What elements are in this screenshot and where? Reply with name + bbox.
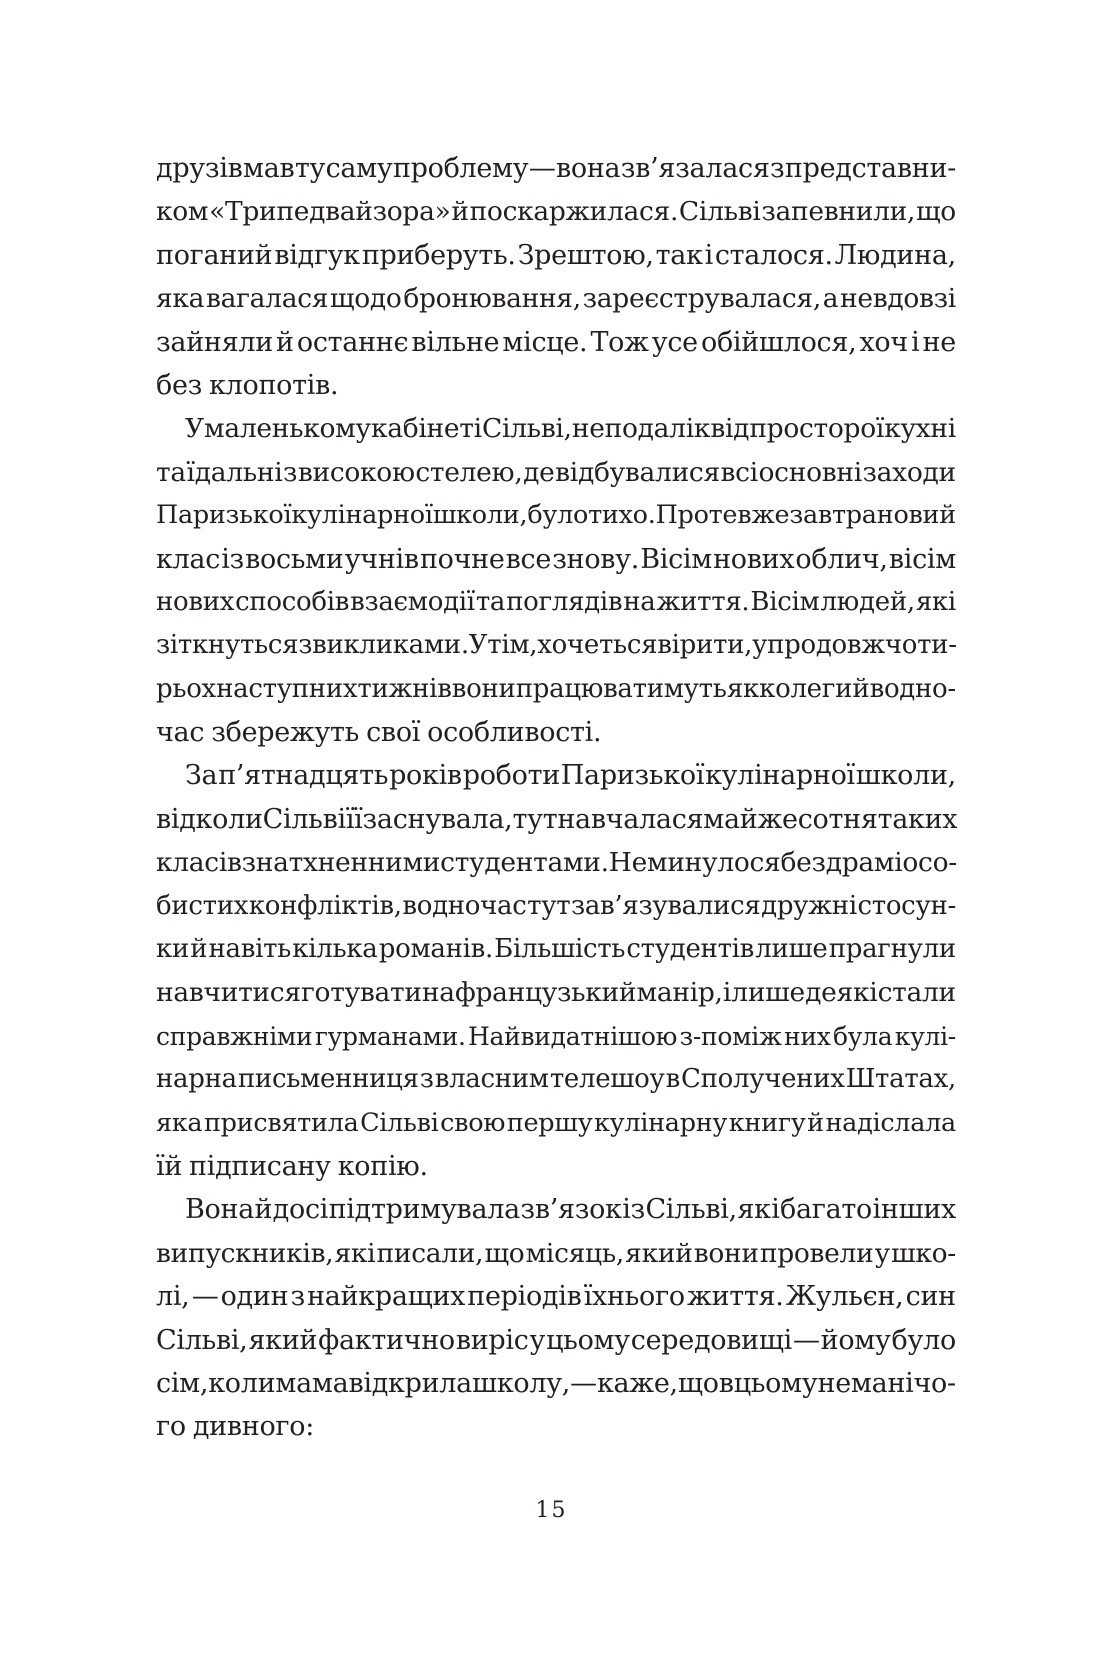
text-line: яка присвятила Сільві свою першу кулінарну книгу й надіслала xyxy=(156,1107,956,1138)
text-line: нарна письменниця з власним телешоу в Сполучених Штатах, xyxy=(156,1064,956,1095)
text-line: час збережуть свої особливості. xyxy=(156,717,602,749)
text-line: та їдальні з високою стелею, де відбувалися всі основні заходи xyxy=(156,456,956,488)
text-line: рьох наступних тижнів вони працюватимуть як колеги й водно- xyxy=(156,673,956,704)
text-line: поганий відгук приберуть. Зрештою, так і сталося. Людина, xyxy=(156,239,956,271)
text-line: яка вагалася щодо бронювання, зареєструвалася, а невдовзі xyxy=(156,283,956,315)
text-line: класів з натхненними студентами. Не минулося без драм і осо- xyxy=(156,847,957,879)
text-line: зіткнуться з викликами. Утім, хочеться вірити, упродовж чоти- xyxy=(156,630,957,661)
text-line: сім, коли мама відкрила школу, — каже, що в цьому нема нічо- xyxy=(156,1367,956,1399)
text-line: ком «Трипедвайзора» й поскаржилася. Сільві запевнили, що xyxy=(156,196,956,228)
text-line: За п’ятнадцять років роботи Паризької кулінарної школи, xyxy=(185,760,956,792)
text-line: випускників, які писали, що місяць, який вони провели у шко- xyxy=(156,1237,956,1269)
text-line: ки й навіть кілька романів. Більшість студентів лише прагнули xyxy=(156,934,956,965)
text-line: без клопотів. xyxy=(156,369,339,401)
page-number: 15 xyxy=(535,1498,568,1523)
text-line: Вона й досі підтримувала зв’язок із Сільві, як і багато інших xyxy=(185,1194,956,1226)
text-line: го дивного: xyxy=(156,1411,314,1443)
text-line: навчитися готувати на французький манір, і лише деякі стали xyxy=(156,977,956,1009)
text-line: друзів мав ту саму проблему — вона зв’язалася з представни- xyxy=(156,153,956,184)
text-line: зайняли й останнє вільне місце. Тож усе обійшлося, хоч і не xyxy=(156,326,956,358)
text-line: У маленькому кабінеті Сільві, неподалік від просторої кухні xyxy=(185,413,956,445)
text-line: відколи Сільві її заснувала, тут навчалася майже сотня таких xyxy=(156,803,958,835)
text-line: бистих конфліктів, водночас тут зав’язувалися дружні стосун- xyxy=(156,890,956,921)
text-line: Сільві, який фактично виріс у цьому середовищі — йому було xyxy=(156,1324,956,1356)
text-line: Паризької кулінарної школи, було тихо. Проте вже завтра новий xyxy=(156,500,956,531)
text-line: справжніми гурманами. Найвидатнішою з-поміж них була кулі- xyxy=(156,1021,956,1051)
body-text xyxy=(156,147,956,1449)
text-line: їй підписану копію. xyxy=(156,1150,428,1182)
text-line: лі, — один з найкращих періодів їхнього життя. Жульєн, син xyxy=(156,1281,956,1313)
text-line: нових способів взаємодії та поглядів на життя. Вісім людей, які xyxy=(156,586,956,617)
text-line: клас із восьми учнів почне все знову. Вісім нових облич, вісім xyxy=(156,543,956,575)
